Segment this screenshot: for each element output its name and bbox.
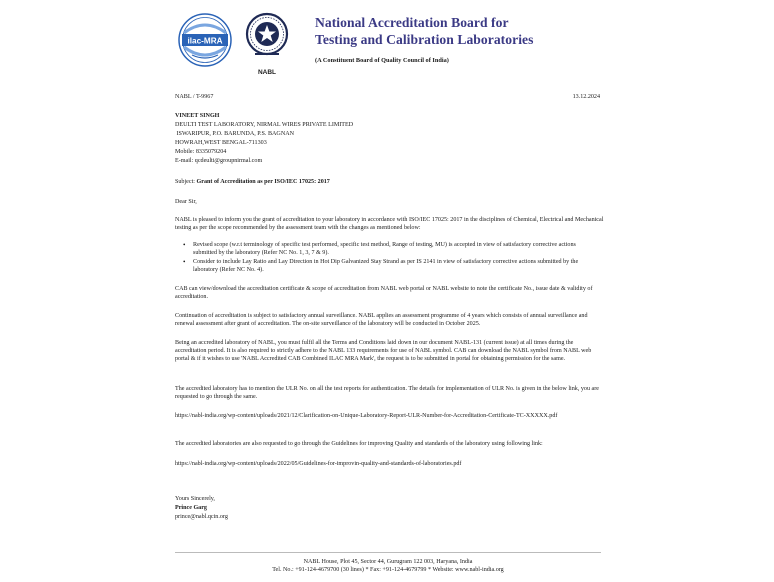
recipient-line: ISWARIPUR, P.O. BARUNDA, P.S. BAGNAN bbox=[175, 131, 295, 137]
footer-contact: Tel. No.: +91-124-4679700 (30 lines) * Fax: +91-124-4679799 * Website: www.nabl-india.org bbox=[272, 567, 504, 573]
paragraph-grant: NABL is pleased to inform you the grant of accreditation to your laboratory in accordance with ISO/IEC 17025: 2017 in the disciplines of Chemical, Electrical and Mechanical testing as per the scope recommended by the assessment team with the changes as mentioned below: bbox=[175, 217, 604, 231]
org-title-line1: National Accreditation Board for bbox=[315, 15, 509, 30]
paragraph-guidelines: The accredited laboratories are also requested to go through the Guidelines for improving Quality and standards of the laboratory using following link: bbox=[175, 441, 543, 447]
recipient-line: DEULTI TEST LABORATORY, NIRMAL WIRES PRIVATE LIMITED bbox=[175, 122, 354, 128]
org-title-line2: Testing and Calibration Laboratories bbox=[315, 32, 534, 47]
changes-list bbox=[183, 241, 588, 275]
footer-address: NABL House, Plot 45, Sector 44, Gurugram 122 003, Haryana, India bbox=[303, 559, 473, 565]
ulr-link[interactable]: https://nabl-india.org/wp-content/uploads/2021/12/Clarification-on-Unique-Laboratory-Report-ULR-Number-for-Accreditation-Certificate-TC-XXXXX.pdf bbox=[175, 413, 558, 419]
closing: Yours Sincerely, bbox=[175, 496, 215, 502]
ilac-logo-text: ilac-MRA bbox=[187, 36, 223, 46]
list-item: • Consider to include Lay Ratio and Lay Direction in Hot Dip Galvanized Stay Strand as per IS 2141 in view of satisfactory corrective actions submitted by the laboratory (Refer NC No. 4). bbox=[183, 258, 588, 274]
salutation: Dear Sir, bbox=[175, 199, 197, 205]
reference-number: NABL / T-9967 bbox=[175, 94, 214, 100]
footer-divider bbox=[175, 552, 601, 553]
list-item: • Revised scope (w.r.t terminology of specific test performed, specific test method, Range of testing, MU) is accepted in view of satisfactory corrective actions submitted by the laboratory (Refer NC No. 1, 3, 7 & 9). bbox=[183, 241, 588, 257]
ilac-mra-logo bbox=[178, 13, 232, 67]
paragraph-terms: Being an accredited laboratory of NABL, you must fulfil all the Terms and Conditions laid down in our document NABL-131 (current issue) at all times during the accreditation period. It is also required to strictly adhere to the NABL 133 requirements for use of NABL symbol. CAB can download the NABL symbol from NABL web portal & if it wishes to use 'NABL Accredited CAB Combined ILAC MRA Mark', the request is to be submitted in portal for obtaining permission for the same. bbox=[175, 340, 592, 362]
paragraph-certificate: CAB can view/download the accreditation certificate & scope of accreditation from NABL web portal or NABL website to note the certificate No., issue date & validity of accreditation. bbox=[175, 286, 593, 300]
letter-date: 13.12.2024 bbox=[572, 94, 600, 100]
nabl-logo-emblem bbox=[245, 12, 289, 68]
signatory-name: Prince Garg bbox=[175, 505, 207, 511]
paragraph-surveillance: Continuation of accreditation is subject to satisfactory annual surveillance. NABL applies an assessment programme of 4 years which consists of annual surveillance and renewal assessment after grant of accreditation. The on-site surveillance of the laboratory will be conducted in October 2025. bbox=[175, 313, 588, 327]
subject-line bbox=[175, 178, 330, 186]
recipient-line: Mobile: 8335079204 bbox=[175, 149, 227, 155]
recipient-name: VINEET SINGH bbox=[175, 113, 220, 119]
nabl-logo-text: NABL bbox=[257, 69, 277, 76]
paragraph-ulr: The accredited laboratory has to mention the ULR No. on all the test reports for authentication. The details for implementation of ULR No. is given in the below link, you are requested to go through the same. bbox=[175, 386, 599, 400]
guidelines-link[interactable]: https://nabl-india.org/wp-content/uploads/2022/05/Guidelines-for-improvin-quality-and-standards-of-laboratories.pdf bbox=[175, 461, 462, 467]
org-subtitle: (A Constituent Board of Quality Council of India) bbox=[315, 57, 449, 64]
signatory-email: prince@nabl.qcin.org bbox=[175, 514, 228, 520]
recipient-line: HOWRAH,WEST BENGAL-711303 bbox=[175, 140, 267, 146]
subject-text: Grant of Accreditation as per ISO/IEC 17025: 2017 bbox=[196, 179, 330, 185]
subject-label: Subject: bbox=[175, 179, 195, 185]
recipient-email: E-mail: qcdeulti@groupnirmal.com bbox=[175, 158, 263, 164]
